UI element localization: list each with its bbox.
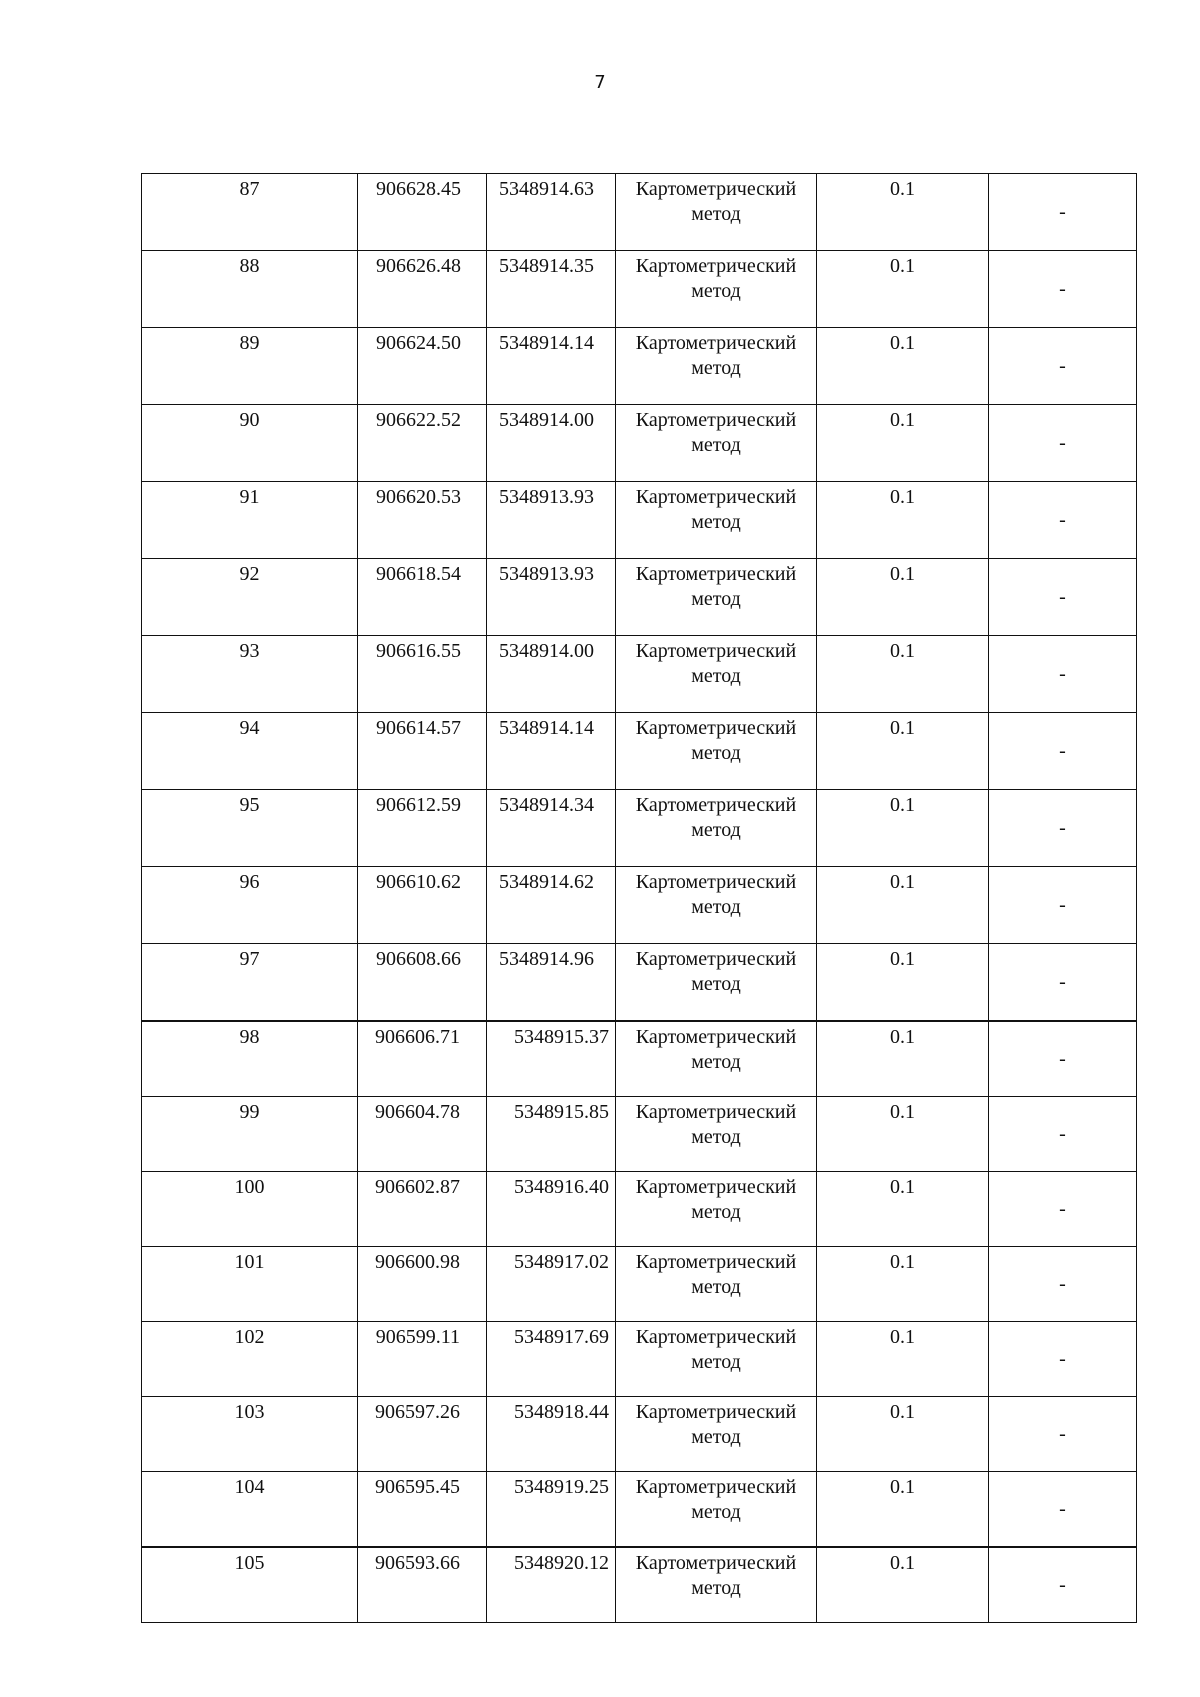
accuracy-cell: 0.1 [817, 790, 989, 867]
accuracy-cell: 0.1 [817, 1021, 989, 1097]
x-coordinate-cell: 906620.53 [358, 482, 487, 559]
y-coordinate-cell: 5348914.35 [487, 251, 616, 328]
point-number-cell: 89 [142, 328, 358, 405]
y-coordinate-cell: 5348916.40 [487, 1172, 616, 1247]
method-cell: Картометрический метод [616, 1097, 817, 1172]
y-coordinate-cell: 5348918.44 [487, 1397, 616, 1472]
note-cell: - [989, 1021, 1137, 1097]
x-coordinate-cell: 906616.55 [358, 636, 487, 713]
x-coordinate-cell: 906595.45 [358, 1472, 487, 1548]
method-cell: Картометрический метод [616, 790, 817, 867]
note-cell: - [989, 1097, 1137, 1172]
note-cell: - [989, 1247, 1137, 1322]
accuracy-cell: 0.1 [817, 405, 989, 482]
accuracy-cell: 0.1 [817, 867, 989, 944]
method-cell: Картометрический метод [616, 1021, 817, 1097]
table-body [142, 174, 1137, 1623]
x-coordinate-cell: 906597.26 [358, 1397, 487, 1472]
note-cell: - [989, 790, 1137, 867]
method-cell: Картометрический метод [616, 1547, 817, 1623]
table-row [142, 1547, 1137, 1623]
table-row [142, 944, 1137, 1022]
accuracy-cell: 0.1 [817, 1097, 989, 1172]
x-coordinate-cell: 906626.48 [358, 251, 487, 328]
table-row [142, 1472, 1137, 1548]
note-cell: - [989, 328, 1137, 405]
method-cell: Картометрический метод [616, 482, 817, 559]
table-row [142, 1247, 1137, 1322]
accuracy-cell: 0.1 [817, 713, 989, 790]
point-number-cell: 94 [142, 713, 358, 790]
point-number-cell: 100 [142, 1172, 358, 1247]
y-coordinate-cell: 5348914.96 [487, 944, 616, 1022]
method-cell: Картометрический метод [616, 174, 817, 251]
accuracy-cell: 0.1 [817, 944, 989, 1022]
note-cell: - [989, 713, 1137, 790]
point-number-cell: 93 [142, 636, 358, 713]
accuracy-cell: 0.1 [817, 328, 989, 405]
method-cell: Картометрический метод [616, 944, 817, 1022]
accuracy-cell: 0.1 [817, 1247, 989, 1322]
y-coordinate-cell: 5348914.63 [487, 174, 616, 251]
x-coordinate-cell: 906600.98 [358, 1247, 487, 1322]
y-coordinate-cell: 5348914.62 [487, 867, 616, 944]
table-row [142, 713, 1137, 790]
table-row [142, 790, 1137, 867]
x-coordinate-cell: 906628.45 [358, 174, 487, 251]
table-row [142, 1397, 1137, 1472]
method-cell: Картометрический метод [616, 251, 817, 328]
x-coordinate-cell: 906599.11 [358, 1322, 487, 1397]
y-coordinate-cell: 5348917.02 [487, 1247, 616, 1322]
x-coordinate-cell: 906608.66 [358, 944, 487, 1022]
point-number-cell: 97 [142, 944, 358, 1022]
point-number-cell: 88 [142, 251, 358, 328]
method-cell: Картометрический метод [616, 1172, 817, 1247]
method-cell: Картометрический метод [616, 1397, 817, 1472]
table-row [142, 559, 1137, 636]
point-number-cell: 95 [142, 790, 358, 867]
table-row [142, 1021, 1137, 1097]
note-cell: - [989, 1472, 1137, 1548]
point-number-cell: 105 [142, 1547, 358, 1623]
x-coordinate-cell: 906610.62 [358, 867, 487, 944]
accuracy-cell: 0.1 [817, 1547, 989, 1623]
point-number-cell: 102 [142, 1322, 358, 1397]
y-coordinate-cell: 5348915.37 [487, 1021, 616, 1097]
note-cell: - [989, 1397, 1137, 1472]
accuracy-cell: 0.1 [817, 482, 989, 559]
accuracy-cell: 0.1 [817, 1322, 989, 1397]
accuracy-cell: 0.1 [817, 174, 989, 251]
point-number-cell: 99 [142, 1097, 358, 1172]
method-cell: Картометрический метод [616, 636, 817, 713]
y-coordinate-cell: 5348913.93 [487, 559, 616, 636]
table-row [142, 1172, 1137, 1247]
y-coordinate-cell: 5348915.85 [487, 1097, 616, 1172]
point-number-cell: 92 [142, 559, 358, 636]
point-number-cell: 98 [142, 1021, 358, 1097]
note-cell: - [989, 559, 1137, 636]
x-coordinate-cell: 906622.52 [358, 405, 487, 482]
y-coordinate-cell: 5348914.14 [487, 713, 616, 790]
accuracy-cell: 0.1 [817, 1397, 989, 1472]
note-cell: - [989, 944, 1137, 1022]
accuracy-cell: 0.1 [817, 1172, 989, 1247]
x-coordinate-cell: 906593.66 [358, 1547, 487, 1623]
y-coordinate-cell: 5348917.69 [487, 1322, 616, 1397]
method-cell: Картометрический метод [616, 1322, 817, 1397]
table-row [142, 174, 1137, 251]
method-cell: Картометрический метод [616, 1247, 817, 1322]
x-coordinate-cell: 906606.71 [358, 1021, 487, 1097]
point-number-cell: 103 [142, 1397, 358, 1472]
method-cell: Картометрический метод [616, 1472, 817, 1548]
note-cell: - [989, 405, 1137, 482]
y-coordinate-cell: 5348914.14 [487, 328, 616, 405]
table-row [142, 251, 1137, 328]
table-row [142, 328, 1137, 405]
x-coordinate-cell: 906618.54 [358, 559, 487, 636]
coordinates-table [141, 173, 1137, 1623]
table-row [142, 636, 1137, 713]
method-cell: Картометрический метод [616, 559, 817, 636]
method-cell: Картометрический метод [616, 867, 817, 944]
point-number-cell: 87 [142, 174, 358, 251]
note-cell: - [989, 1547, 1137, 1623]
y-coordinate-cell: 5348920.12 [487, 1547, 616, 1623]
table-row [142, 1097, 1137, 1172]
note-cell: - [989, 636, 1137, 713]
note-cell: - [989, 867, 1137, 944]
x-coordinate-cell: 906604.78 [358, 1097, 487, 1172]
y-coordinate-cell: 5348914.34 [487, 790, 616, 867]
method-cell: Картометрический метод [616, 328, 817, 405]
note-cell: - [989, 1172, 1137, 1247]
accuracy-cell: 0.1 [817, 636, 989, 713]
accuracy-cell: 0.1 [817, 251, 989, 328]
note-cell: - [989, 482, 1137, 559]
point-number-cell: 91 [142, 482, 358, 559]
x-coordinate-cell: 906624.50 [358, 328, 487, 405]
note-cell: - [989, 251, 1137, 328]
accuracy-cell: 0.1 [817, 559, 989, 636]
x-coordinate-cell: 906614.57 [358, 713, 487, 790]
point-number-cell: 104 [142, 1472, 358, 1548]
x-coordinate-cell: 906612.59 [358, 790, 487, 867]
method-cell: Картометрический метод [616, 405, 817, 482]
accuracy-cell: 0.1 [817, 1472, 989, 1548]
note-cell: - [989, 174, 1137, 251]
method-cell: Картометрический метод [616, 713, 817, 790]
y-coordinate-cell: 5348914.00 [487, 636, 616, 713]
point-number-cell: 90 [142, 405, 358, 482]
table-row [142, 867, 1137, 944]
page-number: 7 [594, 72, 606, 93]
table-row [142, 482, 1137, 559]
table-row [142, 1322, 1137, 1397]
y-coordinate-cell: 5348913.93 [487, 482, 616, 559]
y-coordinate-cell: 5348914.00 [487, 405, 616, 482]
x-coordinate-cell: 906602.87 [358, 1172, 487, 1247]
point-number-cell: 101 [142, 1247, 358, 1322]
table-row [142, 405, 1137, 482]
note-cell: - [989, 1322, 1137, 1397]
y-coordinate-cell: 5348919.25 [487, 1472, 616, 1548]
point-number-cell: 96 [142, 867, 358, 944]
